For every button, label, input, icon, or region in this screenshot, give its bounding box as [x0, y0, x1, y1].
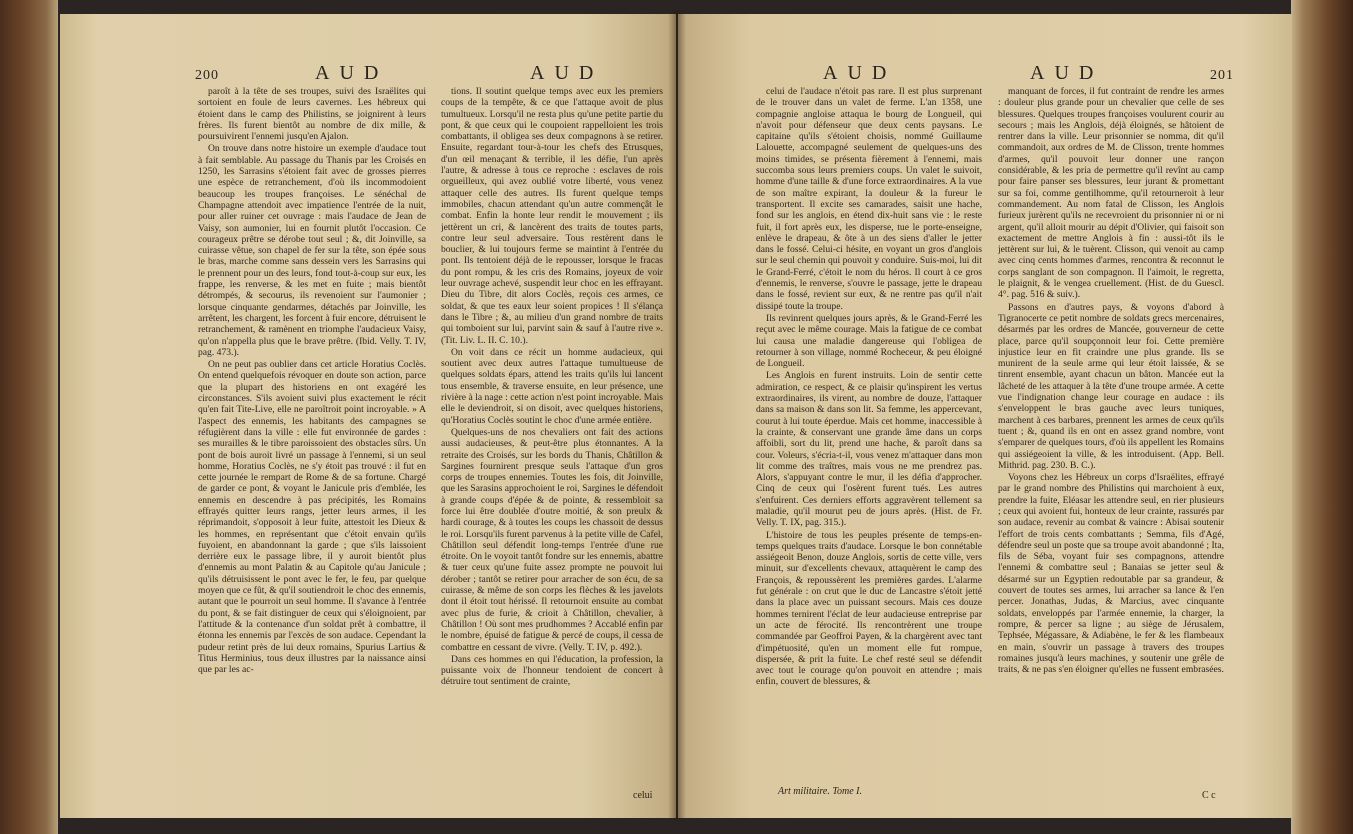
right-page [678, 14, 1292, 818]
running-head: AUD [315, 62, 389, 84]
signature-mark: C c [1202, 790, 1216, 801]
paragraph: On trouve dans notre histoire un exemple d'audace tout à fait semblable. Au passage du Thanis par les Croisés en 1250, les Sarrasins s'étoient fait avec de grosses pierres une espèce de retranchement, d'où ils incommodoient beaucoup les troupes françoises. Le sénéchal de Champagne attendoit avec impatience l'entrée de la nuit, pour aller ruiner cet ouvrage : mais l'audace de Jean de Vaisy, son aumonier, lui en fournit plutôt l'occasion. Ce courageux prêtre se dérobe tout seul ; &, dit Joinville, sa cuirasse vêtue, son chapel de fer sur la tête, son épée sous le bras, marche comme sans dessein vers les Sarrasins qui le prennent pour un des leurs, fond tout-à-coup sur eux, les frappe, les renverse, & les met en fuite ; mais bientôt détrompés, & secourus, ils revenoient sur l'aumonier ; lorsque cinquante gendarmes, détachés par Joinville, les arrêtent, les chargent, les forcent à fuir encore, détruisent le retranchement, & ramènent en triomphe l'audacieux Vaisy, qu'on n'appella plus que le brave prêtre. (Ibid. Velly. T. IV, pag. 473.). [198, 143, 426, 358]
paragraph: celui de l'audace n'étoit pas rare. Il est plus surprenant de le trouver dans un valet de ferme. L'an 1358, une compagnie angloise attaqua le bourg de Longueil, qui n'avoit pour défenseur que deux cents paysans. Le capitaine qu'ils s'étoient choisis, nommé Guillaume Lalouette, accompagné seulement de quelques-uns des moins timides, se présenta fièrement à l'ennemi, mais succomba sous leurs premiers coups. Un valet le suivoit, homme d'une taille & d'une force extraordinaires. A la vue de son maître expirant, la douleur & la fureur le transportent. Il excite ses camarades, saisit une hache, fond sur les anglois, en étend dix-huit sans vie : le reste fuit, il fort après eux, les disperse, tue le porte-enseigne, enlève le drapeau, & ôte à un des siens d'aller le jetter dans le fossé. Celui-ci hésite, en voyant un gros d'anglois sur le seul chemin qui pouvoit y conduire. Suis-moi, lui dit le Grand-Ferré, c'étoit le nom du héros. Il court à ce gros d'ennemis, le renverse, s'ouvre le passage, jette le drapeau dans le fossé, revient sur eux, & ne rentre pas qu'il n'ait dissipé toute la troupe. [756, 86, 982, 312]
paragraph: paroît à la tête de ses troupes, suivi des Israëlites qui sortoient en foule de leurs cavernes. Les hébreux qui étoient dans le camp des Philistins, se joignirent à leurs frères. Ils furent bientôt au nombre de dix mille, & poursuivirent l'ennemi jusqu'en Ajalon. [198, 86, 426, 143]
catchword: celui [633, 790, 653, 801]
paragraph: tions. Il soutint quelque temps avec eux les premiers coups de la tempête, & ce que l'attaque avoit de plus tumultueux. Lorsqu'il ne resta plus qu'une petite partie du pont, & que ceux qui le coupoient rappelloient les trois combattants, il obligea ses deux compagnons à se retirer. Ensuite, regardant tour-à-tour les chefs des Etrusques, d'un œil menaçant & terrible, il les défie, l'un après l'autre, & adresse à tous ce reproche : esclaves de rois orgueilleux, qui avez oublié votre liberté, vous venez attaquer celle des autres. Ils furent quelque temps immobiles, chacun attendant qu'un autre commençât le combat. Enfin la honte leur rendit le mouvement ; ils jettèrent un cri, & lancèrent des traits de toutes parts, contre leur seul adversaire. Tous restèrent dans le bouclier, & lui toujours ferme se maintint à l'entrée du pont. Ils tentoient déjà de le repousser, lorsque le fracas du pont rompu, & les cris des Romains, joyeux de voir leur ouvrage achevé, suspendit leur choc en les effrayant. Dieu du Tibre, dit alors Coclès, reçois ces armes, ce soldat, & que tes eaux leur soient propices ! Il s'élança dans le Tibre ; &, au milieu d'un grand nombre de traits qui tomboient sur lui, parvint sain & sauf à l'autre rive ». (Tit. Liv. L. II. C. 10.). [441, 86, 663, 346]
left-page [60, 14, 676, 818]
running-head: AUD [823, 62, 897, 84]
paragraph: On ne peut pas oublier dans cet article Horatius Coclès. On entend quelquefois révoquer en doute son action, parce que la plupart des historiens en ont exagéré les circonstances. S'ils avoient suivi plus exactement le récit qu'en fait Tite-Live, elle ne paroîtroit point incroyable. » A l'aspect des ennemis, les habitants des campagnes se réfugièrent dans la ville : elle fut environnée de gardes : ses murailles & le tibre paroissoient des obstacles sûrs. Un pont de bois auroit livré un passage à l'ennemi, si un seul homme, Horatius Coclès, ne s'y étoit pas trouvé : il fut en cette journée le rempart de Rome & de sa fortune. Chargé de garder ce pont, & voyant le Janicule pris d'emblée, les ennemis en descendre à pas précipités, les Romains effrayés quitter leurs rangs, jetter leurs armes, il les réprimandoit, s'opposoit à leur fuite, attestoit les Dieux & les hommes, en représentant que c'étoit envain qu'ils fuyoient, en abandonnant la garde ; que s'ils laissoient derrière eux le passage libre, il y auroit bientôt plus d'ennemis au mont Palatin & au Capitole qu'au Janicule ; qu'ils détruisissent le pont avec le fer, le feu, par quelque moyen que ce fût, & qu'il soutiendroit le choc des ennemis, autant que le pourroit un seul homme. Il s'avance à l'entrée du pont, & se fait distinguer de ceux qui s'éloignoient, par l'attitude & la contenance d'un soldat prêt à combattre, il étonna les ennemis par l'excès de son audace. Cependant la pudeur retint près de lui deux romains, Spurius Lartius & Titus Herminius, tous deux illustres par la naissance ainsi que par les ac- [198, 359, 426, 676]
page-number: 200 [195, 68, 219, 83]
paragraph: manquant de forces, il fut contraint de rendre les armes : douleur plus grande pour un chevalier que celle de ses blessures. Quelques troupes françoises voulurent courir au secours ; mais les Anglois, déjà éloignés, se hâtoient de rentrer dans la ville. Leur prisonnier se nomma, dit qu'il commandoit, aux ordres de M. de Clisson, trente hommes d'armes, qu'il pouvoit leur donner une rançon considérable, & les pria de permettre qu'il revînt au camp pour faire panser ses blessures, leur jurant & promettant sur sa foi, comme gentilhomme, qu'il retourneroit à leur commandement. Au nom fatal de Clisson, les Anglois furieux jurèrent qu'ils ne recevroient du prisonnier ni or ni argent, qu'il alloit mourir au dépit d'Olivier, qui faisoit son exactement de mettre Anglois à fin : aussi-tôt ils le jettèrent sur lui, & le tuèrent. Clisson, qui venoit au camp avec cinq cents hommes d'armes, rencontra & reconnut le corps sanglant de son compagnon. Il l'aimoit, le regretta, le plaignit, & le vengea cruellement. (Hist. de du Guescl. 4°. pag. 516 & suiv.). [998, 86, 1224, 301]
paragraph: Dans ces hommes en qui l'éducation, la profession, la puissante voix de l'honneur tendoient de concert à détruire tout sentiment de crainte, [441, 653, 663, 688]
signature-line: Art militaire. Tome I. [778, 786, 862, 797]
text-column-2 [441, 86, 663, 796]
book-edge-right [1291, 0, 1353, 834]
paragraph: Quelques-uns de nos chevaliers ont fait des actions aussi audacieuses, & peut-être plus étonnantes. A la retraite des Croisés, sur les bords du Thanis, Châtillon & Sargines fournirent presque seuls l'attaque d'un gros corps de troupes ennemies. Toutes les fois, dit Joinville, que les Sarasins approchoient le roi, Sargines le défendoit à grande coups d'épée & de pointe, & ressembloit sa force lui être doublée d'outre moitié, & son preulx & hardi courage, & à toutes les coups les chassoit de dessus le roi. Lorsqu'ils furent parvenus à la petite ville de Cafel, Châtillon seul défendit long-temps l'entrée d'une rue étroite. On le voyoit tantôt fondre sur les ennemis, abattre & tuer ceux qu'une fuite assez prompte ne pouvoit lui dérober ; tantôt se retirer pour arracher de son écu, de sa cuirasse, & même de son corps les flèches & les javelots dont il étoit tout hérissé. Il retournoit ensuite au combat avec plus de furie, & crioit à Châtillon, chevalier, à Châtillon ! Où sont mes prudhommes ? Accablé enfin par le nombre, épuisé de fatigue & percé de coups, il cessa de combattre en cessant de vivre. (Velly. T. IV, p. 492.). [441, 426, 663, 653]
paragraph: Les Anglois en furent instruits. Loin de sentir cette admiration, ce respect, & ce plaisir qu'inspirent les vertus extraordinaires, ils virent, au nombre de douze, l'attaquer dans sa maison & dans son lit. Sa femme, les appercevant, courut à lui toute éperdue. Mais cet homme, inaccessible à la crainte, & conservant une grande âme dans un corps affoibli, sort du lit, prend une hache, & paroît dans sa cour. Voleurs, s'écria-t-il, vous venez m'attaquer dans mon lit comme des traîtres, mais vous ne me prendrez pas. Alors, s'appuyant contre le mur, il les défia d'approcher. Cinq de ceux qui l'osèrent furent tués. Les autres s'enfuirent. Ces derniers efforts aggravèrent tellement sa maladie, qu'il mourut peu de jours après. (Hist. de Fr. Velly. T. IX, pag. 315.). [756, 370, 982, 529]
running-head: AUD [1030, 62, 1104, 84]
paragraph: On voit dans ce récit un homme audacieux, qui soutient avec deux autres l'attaque tumultueuse de quelques soldats épars, attend les traits qu'ils lui lancent tous ensemble, & traverse ensuite, en leur présence, une rivière à la nage : cette action n'est point incroyable. Mais elle le deviendroit, si on disoit, avec quelques historiens, qu'Horatius Coclès soutint le choc d'une armée entière. [441, 346, 663, 426]
running-head: AUD [530, 62, 604, 84]
paragraph: Ils revinrent quelques jours après, & le Grand-Ferré les reçut avec le même courage. Mais la fatigue de ce combat lui causa une maladie dangereuse qui l'obligea de retourner à son village, nommé Rocheceur, & peu éloigné de Longueil. [756, 312, 982, 370]
paragraph: Voyons chez les Hébreux un corps d'Israëlites, effrayé par le grand nombre des Philistins qui marchoient à eux, prendre la fuite, Eléasar les attendre seul, en rier plusieurs ; ceux qui avoient fui, honteux de leur crainte, rassurés par son audace, revenir au combat & vaincre : Abisai soutenir l'effort de trois cents combattants ; Semma, fils d'Agé, défendre seul un poste que sa troupe avoit abandonné ; Ita, fils de Séba, voyant fuir ses compagnons, attendre l'ennemi & combattre seul ; Banaias se jetter seul & désarmé sur un Egyptien redoutable par sa grandeur, & couvert de toutes ses armes, lui arracher sa lance & l'en percer. Jonathas, Judas, & Marcius, avec cinquante soldats, enveloppés par l'armée ennemie, la charger, la rompre, & percer sa ligne ; au siège de Jérusalem, Tephsée, Mégassare, & Adiabène, le fer & les flambeaux en main, s'ouvrir un passage à travers des troupes romaines jusqu'à leurs machines, y soutenir une grêle de traits, & ne pas s'en éloigner qu'elles ne fussent embrasées. [998, 472, 1224, 676]
text-column-2 [998, 86, 1224, 796]
book-edge-left [0, 0, 58, 834]
text-column-1 [756, 86, 982, 796]
book-gutter [668, 10, 686, 820]
page-number: 201 [1210, 68, 1234, 83]
paragraph: Passons en d'autres pays, & voyons d'abord à Tigranocerte ce petit nombre de soldats grecs mercenaires, désarmés par les ordres de Mancée, gouverneur de cette place, parce qu'il soupçonnoit leur foi. Cette première injustice leur en fit craindre une plus grande. Ils se munirent de la seule arme qui leur étoit laissée, & se tinrent ensemble, ayant chacun un bâton. Mancée eut la lâcheté de les attaquer à la tête d'une troupe armée. A cette vue l'indignation change leur courage en audace : ils s'enveloppent le bras gauche avec leurs tuniques, marchent à ces barbares, prennent les armes de ceux qu'ils tuent ; &, quand ils en ont en assez grand nombre, vont s'emparer de quelques tours, d'où ils appellent les Romains qui assiégeoient la ville, & les introduisent. (App. Bell. Mithrid. pag. 230. B. C.). [998, 301, 1224, 471]
paragraph: L'histoire de tous les peuples présente de temps-en-temps quelques traits d'audace. Lorsque le bon connétable assiégeoit Benon, douze Anglois, sortis de cette ville, vers minuit, sur d'excellents chevaux, attaquèrent le camp des François, & repoussèrent les premières gardes. L'alarme fut générale : on crut que le duc de Lancastre s'étoit jetté dans la place avec un puissant secours. Mais ces douze hommes ternirent l'éclat de leur audacieuse entreprise par un acte de férocité. Ils rencontrèrent une troupe commandée par Geoffroi Payen, & la chargèrent avec tant d'impétuosité, qu'en un moment elle fut rompue, dispersée, & prit la fuite. Le chef resté seul se défendit avec tout le courage qu'on pouvoit en attendre ; mais enfin, couvert de blessures, & [756, 529, 982, 688]
text-column-1 [198, 86, 426, 796]
